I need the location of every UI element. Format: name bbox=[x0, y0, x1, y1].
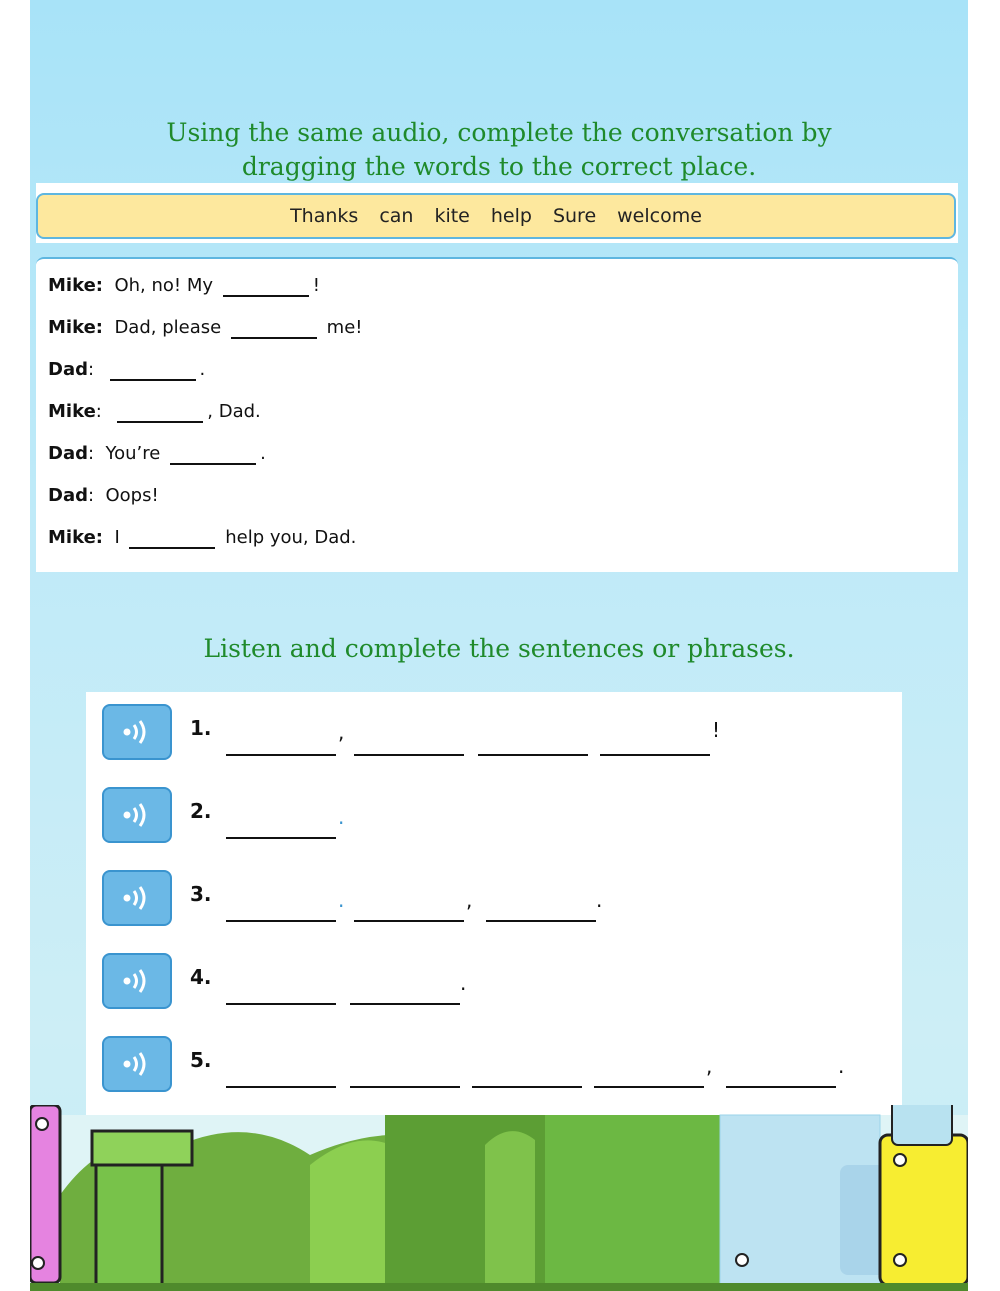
background-scenery bbox=[30, 1105, 968, 1291]
speaker-sound-icon bbox=[119, 800, 155, 830]
answer-blank[interactable] bbox=[226, 754, 336, 756]
listening-item-2: 2. . bbox=[102, 787, 902, 847]
speaker-label: Mike bbox=[48, 317, 96, 338]
audio-play-button-5[interactable] bbox=[102, 1036, 172, 1092]
answer-blank[interactable] bbox=[472, 1086, 582, 1088]
answer-blank[interactable] bbox=[350, 1086, 460, 1088]
item-number: 1. bbox=[190, 716, 212, 740]
section1-title-line1: Using the same audio, complete the conversation by bbox=[166, 118, 832, 147]
answer-blank[interactable] bbox=[478, 754, 588, 756]
answer-blank[interactable] bbox=[486, 920, 596, 922]
item-number: 3. bbox=[190, 882, 212, 906]
drop-slot-6[interactable] bbox=[129, 525, 215, 549]
speaker-sound-icon bbox=[119, 1049, 155, 1079]
speaker-sound-icon bbox=[119, 717, 155, 747]
word-chip-kite[interactable]: kite bbox=[434, 205, 470, 227]
word-chip-help[interactable]: help bbox=[490, 205, 532, 227]
answer-blank[interactable] bbox=[354, 920, 464, 922]
speaker-label: Mike bbox=[48, 527, 96, 548]
conversation-line-3: Dad: . bbox=[48, 359, 206, 380]
conversation-box bbox=[36, 257, 958, 572]
listening-item-4: 4. . bbox=[102, 953, 902, 1013]
item-number: 5. bbox=[190, 1048, 212, 1072]
answer-blank[interactable] bbox=[600, 754, 710, 756]
drop-slot-3[interactable] bbox=[110, 357, 196, 381]
conversation-line-1: Mike: Oh, no! My ! bbox=[48, 275, 320, 296]
speaker-label: Mike bbox=[48, 401, 96, 422]
word-chip-can[interactable]: can bbox=[379, 205, 414, 227]
speaker-sound-icon bbox=[119, 883, 155, 913]
answer-blank[interactable] bbox=[226, 920, 336, 922]
worksheet-page bbox=[30, 0, 968, 1291]
listening-panel bbox=[86, 692, 902, 1116]
answer-blank[interactable] bbox=[226, 1086, 336, 1088]
conversation-line-7: Mike: I help you, Dad. bbox=[48, 527, 357, 548]
drop-slot-5[interactable] bbox=[170, 441, 256, 465]
conversation-line-2: Mike: Dad, please me! bbox=[48, 317, 363, 338]
answer-blank[interactable] bbox=[226, 1003, 336, 1005]
listening-item-3: 3. . , . bbox=[102, 870, 902, 930]
item-number: 2. bbox=[190, 799, 212, 823]
conversation-line-5: Dad: You’re . bbox=[48, 443, 266, 464]
word-chip-welcome[interactable]: welcome bbox=[617, 205, 702, 227]
speaker-label: Dad bbox=[48, 359, 88, 380]
listening-item-5: 5. , . bbox=[102, 1036, 902, 1096]
section2-title: Listen and complete the sentences or phrases. bbox=[203, 634, 795, 663]
answer-blank[interactable] bbox=[354, 754, 464, 756]
section1-title-line2: dragging the words to the correct place. bbox=[241, 152, 757, 181]
speaker-label: Dad bbox=[48, 443, 88, 464]
item-number: 4. bbox=[190, 965, 212, 989]
speaker-sound-icon bbox=[119, 966, 155, 996]
word-bank bbox=[36, 193, 956, 239]
word-chip-sure[interactable]: Sure bbox=[552, 205, 597, 227]
answer-blank[interactable] bbox=[594, 1086, 704, 1088]
answer-blank[interactable] bbox=[226, 837, 336, 839]
audio-play-button-4[interactable] bbox=[102, 953, 172, 1009]
answer-blank[interactable] bbox=[350, 1003, 460, 1005]
audio-play-button-1[interactable] bbox=[102, 704, 172, 760]
conversation-line-4: Mike: , Dad. bbox=[48, 401, 261, 422]
speaker-label: Mike bbox=[48, 275, 96, 296]
listening-item-1: 1. , ! bbox=[102, 704, 902, 764]
word-chip-thanks[interactable]: Thanks bbox=[290, 205, 359, 227]
drop-slot-1[interactable] bbox=[223, 273, 309, 297]
section1-title bbox=[30, 116, 968, 184]
conversation-line-6: Dad: Oops! bbox=[48, 485, 159, 506]
audio-play-button-2[interactable] bbox=[102, 787, 172, 843]
audio-play-button-3[interactable] bbox=[102, 870, 172, 926]
drop-slot-2[interactable] bbox=[231, 315, 317, 339]
answer-blank[interactable] bbox=[726, 1086, 836, 1088]
drop-slot-4[interactable] bbox=[117, 399, 203, 423]
speaker-label: Dad bbox=[48, 485, 88, 506]
